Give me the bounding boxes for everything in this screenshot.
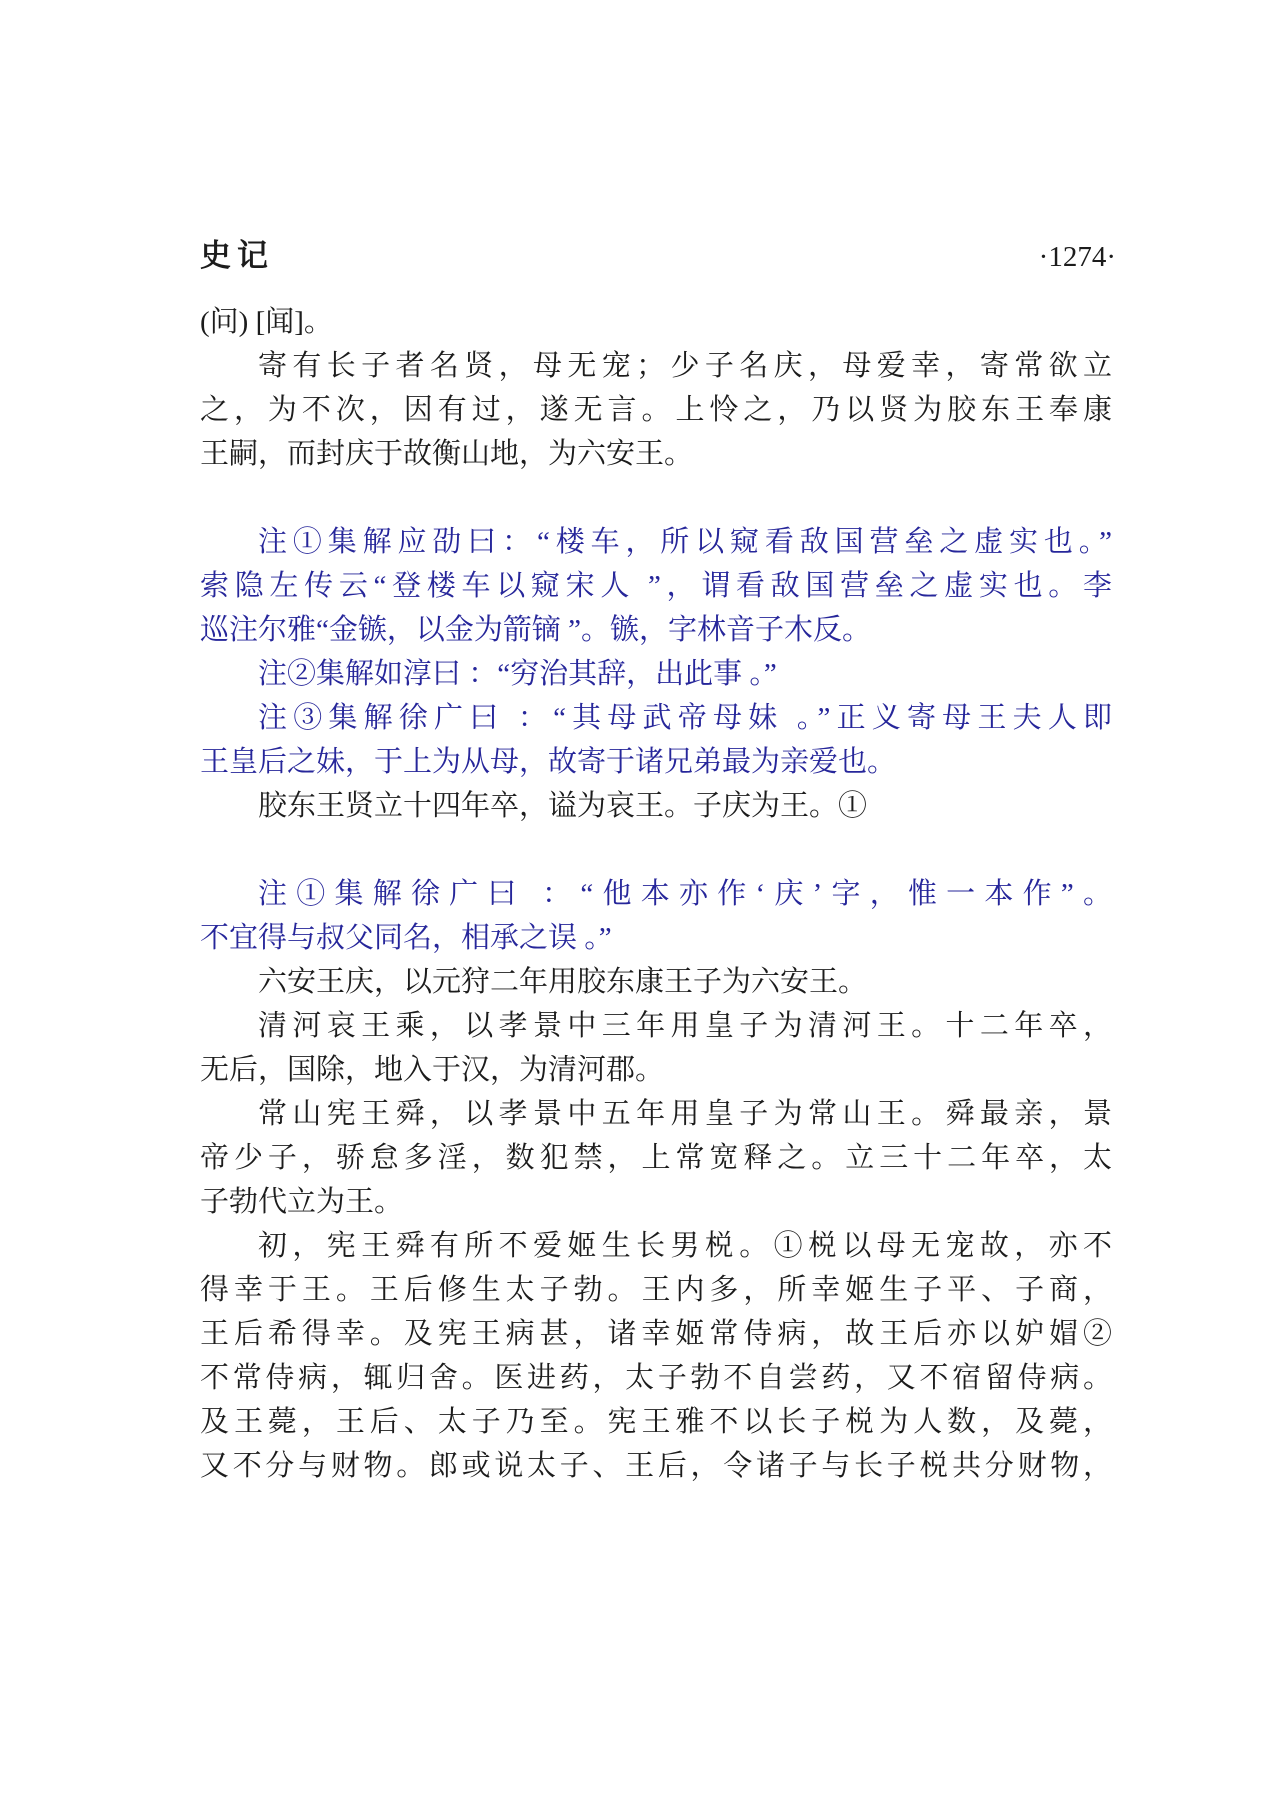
text-line: (问) [闻]。 [200, 306, 333, 338]
book-title: 史记 [200, 238, 274, 273]
blank-line [200, 476, 1112, 520]
text-line: 王后希得幸。及宪王病甚，诸幸姬常侍病，故王后亦以妒媢② [200, 1318, 1112, 1350]
annotation-line: 注①集解徐广曰 ：“他本亦作‘庆’字，惟一本作”。 [258, 878, 1112, 910]
text-line: 初，宪王舜有所不爱姬生长男棁。①棁以母无宠故，亦不 [258, 1230, 1112, 1262]
annotation-line: 注①集解应劭曰：“楼车，所以窥看敌国营垒之虚实也。” [258, 526, 1112, 558]
page-number: ·1274· [1038, 241, 1116, 273]
text-line: 无后，国除，地入于汉，为清河郡。 [200, 1054, 665, 1086]
annotation-line: 不宜得与叔父同名，相承之误 。” [200, 922, 612, 954]
blank-line [200, 828, 1112, 872]
text-line: 寄有长子者名贤，母无宠；少子名庆，母爱幸，寄常欲立 [258, 350, 1112, 382]
text-line: 胶东王贤立十四年卒，谥为哀王。子庆为王。① [258, 790, 868, 822]
text-line: 王嗣，而封庆于故衡山地，为六安王。 [200, 438, 694, 470]
annotation-line: 索隐左传云“登楼车以窥宋人 ”，谓看敌国营垒之虚实也。李 [200, 570, 1112, 602]
text-line: 得幸于王。王后修生太子勃。王内多，所幸姬生子平、子商， [200, 1274, 1112, 1306]
text-line: 之，为不次，因有过，遂无言。上怜之，乃以贤为胶东王奉康 [200, 394, 1112, 426]
annotation-line: 巡注尔雅“金镞，以金为箭镝 ”。镞，字林音子木反。 [200, 614, 871, 646]
annotation-line: 注②集解如淳曰 ：“穷治其辞，出此事 。” [258, 658, 777, 690]
text-line: 帝少子，骄怠多淫，数犯禁，上常宽释之。立三十二年卒，太 [200, 1142, 1112, 1174]
text-line: 不常侍病，辄归舍。医进药，太子勃不自尝药，又不宿留侍病。 [200, 1362, 1112, 1394]
text-line: 清河哀王乘，以孝景中三年用皇子为清河王。十二年卒， [258, 1010, 1112, 1042]
text-body [200, 300, 1112, 1488]
annotation-line: 王皇后之妹，于上为从母，故寄于诸兄弟最为亲爱也。 [200, 746, 897, 778]
text-line: 及王薨，王后、太子乃至。宪王雅不以长子棁为人数，及薨， [200, 1406, 1112, 1438]
text-line: 又不分与财物。郎或说太子、王后，令诸子与长子棁共分财物， [200, 1450, 1112, 1482]
text-line: 常山宪王舜，以孝景中五年用皇子为常山王。舜最亲，景 [258, 1098, 1112, 1130]
annotation-line: 注③集解徐广曰 ：“其母武帝母妹 。”正义寄母王夫人即 [258, 702, 1112, 734]
page-header [200, 230, 1116, 275]
text-line: 六安王庆，以元狩二年用胶东康王子为六安王。 [258, 966, 868, 998]
text-line: 子勃代立为王。 [200, 1186, 404, 1218]
